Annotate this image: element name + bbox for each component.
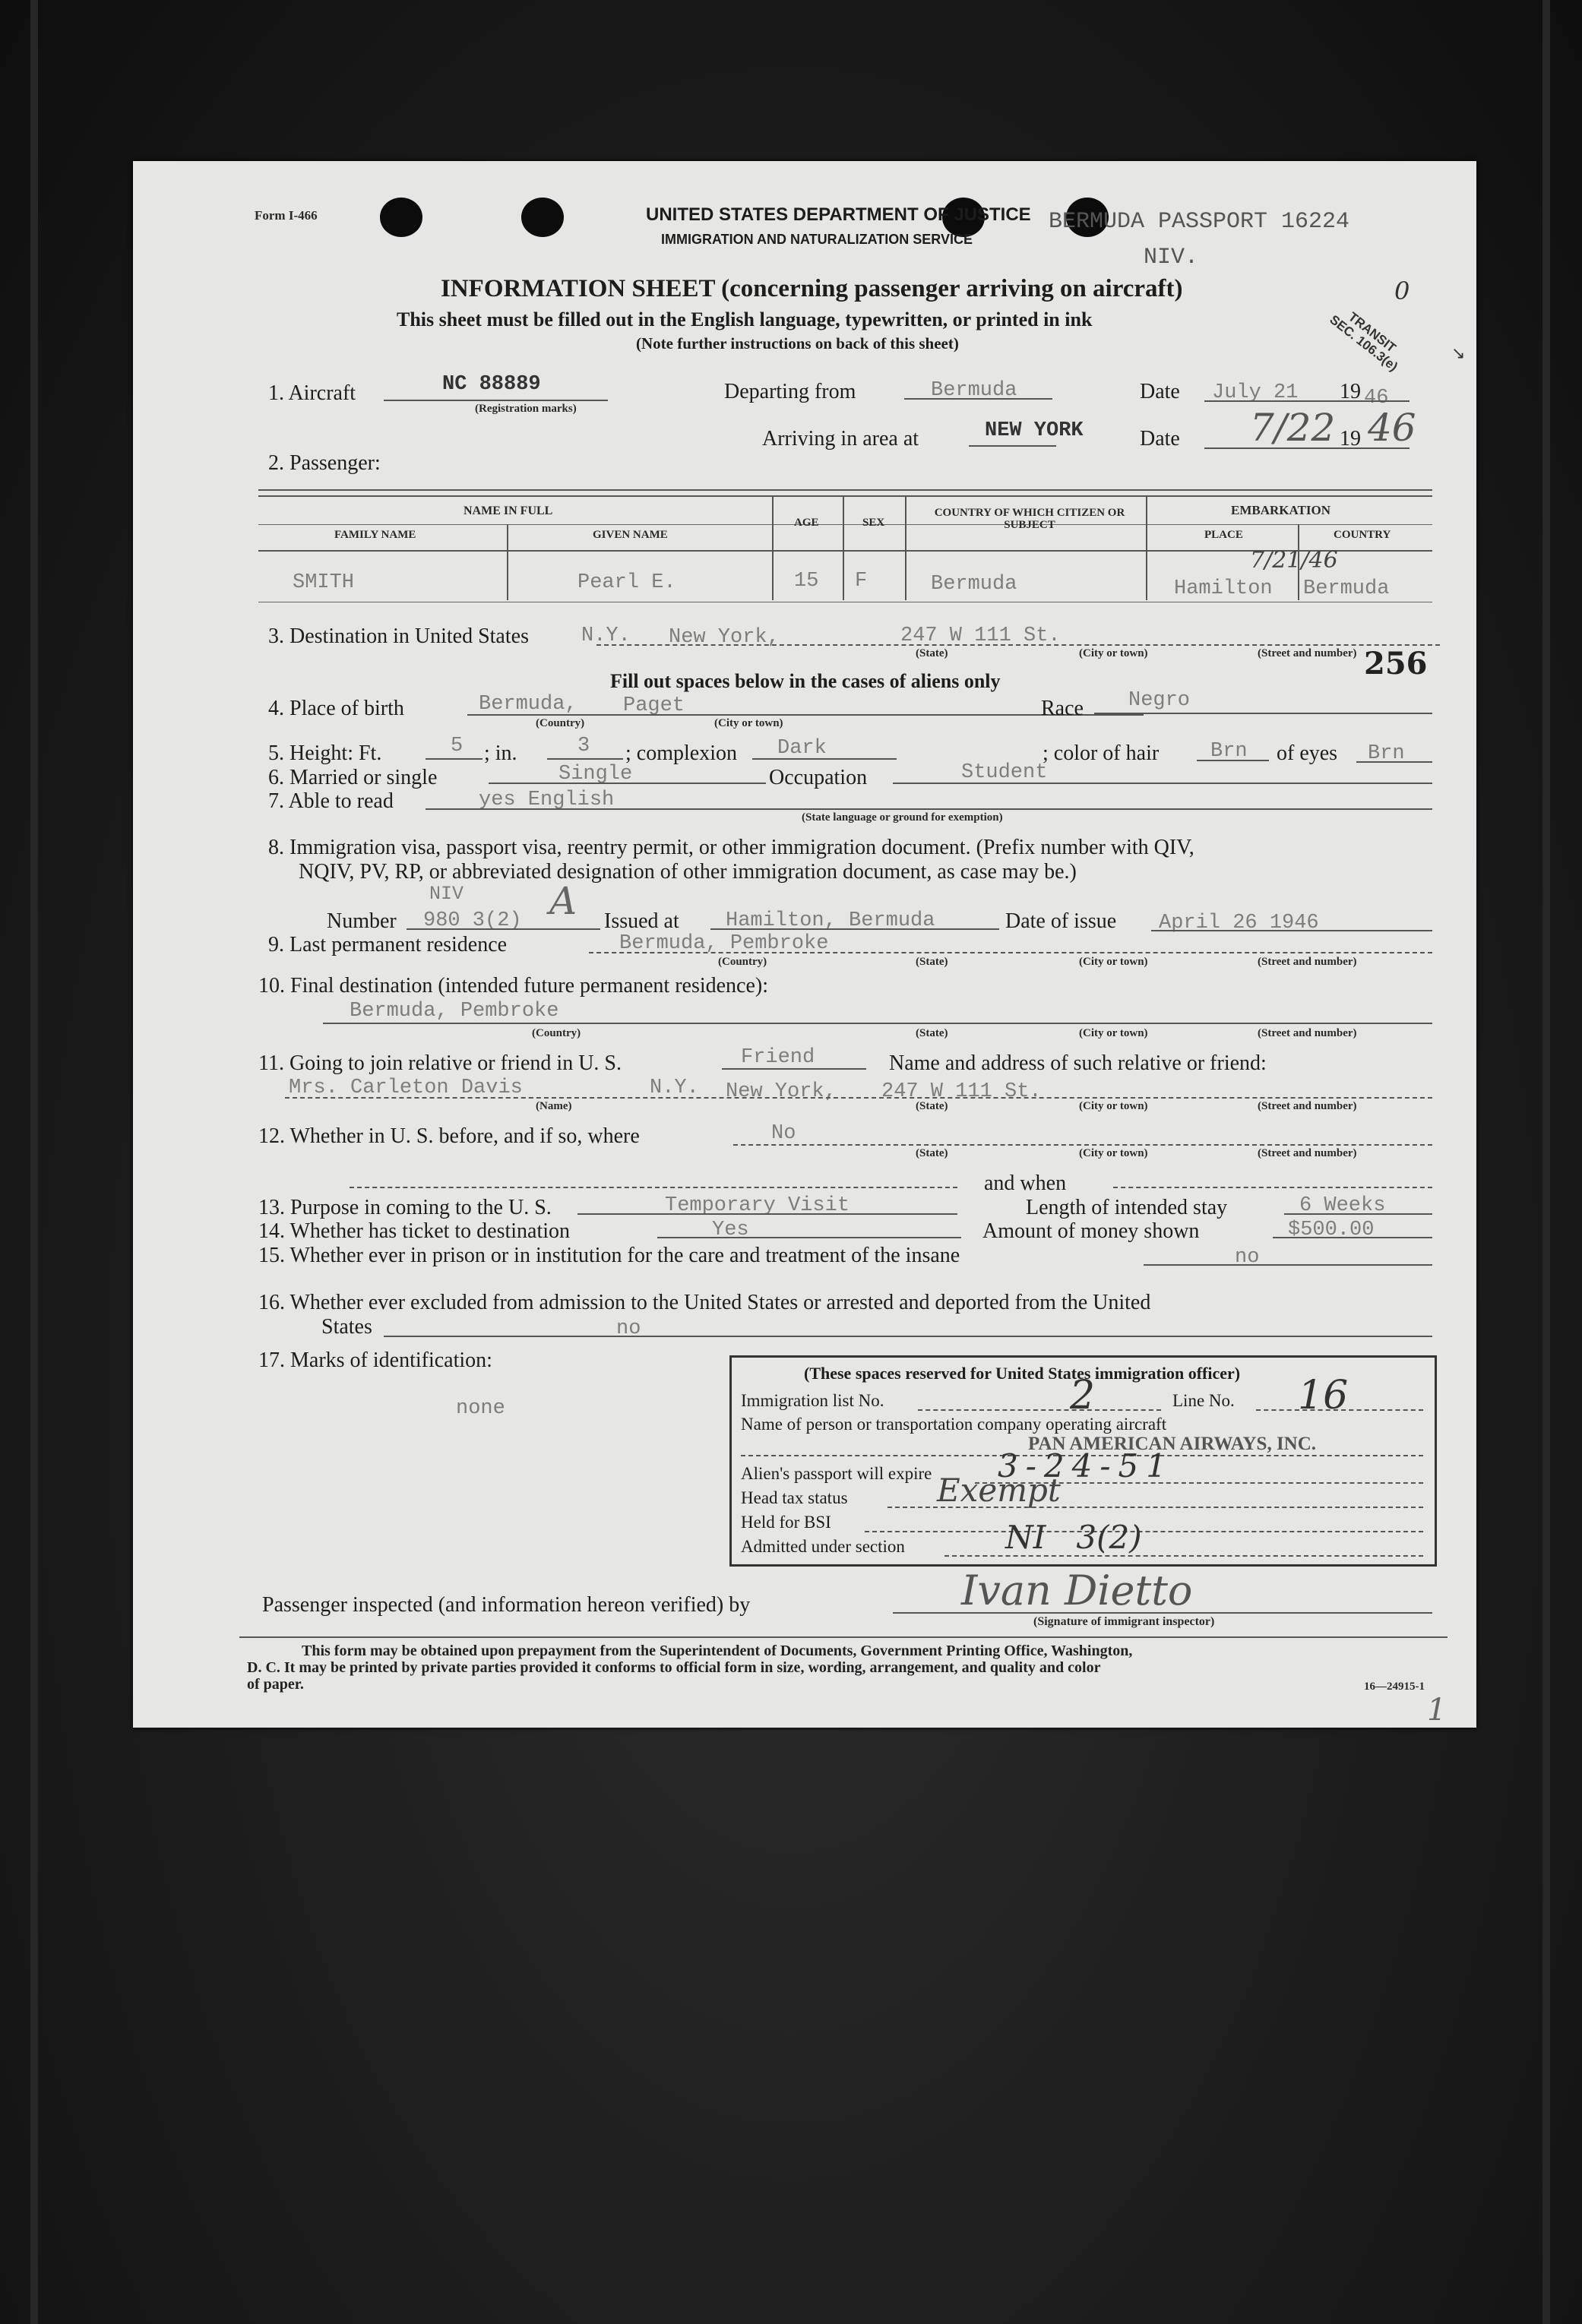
arriving-date-year: 46: [1368, 406, 1416, 450]
join-name-sublabel: (Name): [536, 1100, 572, 1112]
immigration-list-value: 2: [1070, 1373, 1096, 1418]
aircraft-label: 1. Aircraft: [268, 381, 356, 405]
join-label: 11. Going to join relative or friend in U. S.: [258, 1051, 622, 1075]
head-tax-label: Head tax status: [741, 1488, 848, 1507]
admitted-section-label: Admitted under section: [741, 1537, 905, 1556]
purpose-value: Temporary Visit: [665, 1194, 850, 1217]
destination-street: 247 W 111 St.: [900, 624, 1061, 647]
join-street-sublabel: (Street and number): [1258, 1100, 1357, 1112]
punch-hole: [521, 198, 564, 237]
handwritten-mark: 0: [1394, 277, 1410, 305]
visa-hand-mark: A: [549, 879, 577, 923]
passport-expire-value: 3-24-51: [998, 1447, 1174, 1485]
marks-label: 17. Marks of identification:: [258, 1349, 492, 1372]
destination-city-sublabel: (City or town): [1079, 647, 1148, 659]
last-residence-state-sublabel: (State): [916, 956, 948, 968]
visa-number-label: Number: [327, 909, 397, 933]
given-name-value: Pearl E.: [577, 571, 676, 594]
hair-label: ; color of hair: [1043, 741, 1160, 765]
height-in: 3: [577, 735, 590, 757]
join-city-sublabel: (City or town): [1079, 1100, 1148, 1112]
footer-line2: D. C. It may be printed by private parties provided it conforms to official form in size, wording, arrangement, and quality and color: [247, 1659, 1101, 1676]
last-residence-street-sublabel: (Street and number): [1258, 956, 1357, 968]
destination-city: New York,: [669, 626, 780, 649]
race-value: Negro: [1128, 689, 1191, 712]
form-number: Form I-466: [255, 208, 318, 223]
film-streak: [30, 0, 38, 2324]
final-destination-street-sublabel: (Street and number): [1258, 1027, 1357, 1039]
arriving-date-value: 7/22: [1250, 406, 1336, 450]
sex-value: F: [855, 570, 868, 593]
complexion-label: ; complexion: [625, 741, 737, 765]
arriving-date-label: Date: [1140, 427, 1180, 451]
last-residence-label: 9. Last permanent residence: [268, 933, 508, 956]
transit-stamp: TRANSIT SEC. 106.3(e): [1327, 309, 1401, 375]
citizenship-header: COUNTRY OF WHICH CITIZEN OR SUBJECT: [934, 507, 1125, 531]
before-street-sublabel: (Street and number): [1258, 1147, 1357, 1159]
bsi-label: Held for BSI: [741, 1513, 831, 1532]
final-destination-country-sublabel: (Country): [532, 1027, 581, 1039]
birth-label: 4. Place of birth: [268, 697, 404, 720]
form-title: INFORMATION SHEET (concerning passenger arriving on aircraft): [441, 275, 1183, 302]
aliens-heading: Fill out spaces below in the cases of aliens only: [610, 670, 1001, 692]
destination-state: N.Y.: [581, 624, 631, 647]
inspector-signature: Ivan Dietto: [961, 1567, 1193, 1614]
signature-sublabel: (Signature of immigrant inspector): [1033, 1615, 1215, 1628]
visa-line2: NQIV, PV, RP, or abbreviated designation of other immigration document, as case may be.): [299, 860, 1077, 884]
birth-country-sublabel: (Country): [536, 717, 585, 729]
visa-line1: 8. Immigration visa, passport visa, reentry permit, or other immigration document. (Prefix number with QIV,: [268, 836, 1194, 859]
line-number-label: Line No.: [1172, 1391, 1235, 1410]
embarkation-place-header: PLACE: [1204, 529, 1243, 541]
before-city-sublabel: (City or town): [1079, 1147, 1148, 1159]
footer-line3: of paper.: [247, 1676, 304, 1693]
read-value: yes English: [479, 789, 615, 811]
complexion-value: Dark: [777, 737, 827, 760]
destination-label: 3. Destination in United States: [268, 624, 529, 648]
sex-header: SEX: [862, 517, 885, 529]
eyes-value: Brn: [1368, 742, 1405, 765]
birth-city: Paget: [623, 694, 685, 717]
transport-value: PAN AMERICAN AIRWAYS, INC.: [1028, 1434, 1317, 1454]
date-of-issue-label: Date of issue: [1005, 909, 1117, 933]
excluded-value: no: [616, 1317, 641, 1340]
visa-number-value: 980 3(2): [423, 909, 522, 932]
final-destination-label: 10. Final destination (intended future permanent residence):: [258, 974, 769, 998]
destination-street-sublabel: (Street and number): [1258, 647, 1357, 659]
occupation-label: Occupation: [769, 766, 868, 789]
final-destination-value: Bermuda, Pembroke: [350, 1000, 559, 1023]
height-in-label: ; in.: [484, 741, 517, 765]
stay-value: 6 Weeks: [1299, 1194, 1386, 1217]
age-header: AGE: [794, 517, 819, 529]
issued-at-value: Hamilton, Bermuda: [726, 909, 935, 932]
form-note: (Note further instructions on back of this sheet): [636, 334, 959, 353]
stay-label: Length of intended stay: [1026, 1196, 1228, 1219]
handwritten-number: 256: [1364, 646, 1428, 681]
date-of-issue-value: April 26 1946: [1159, 912, 1319, 934]
arriving-label: Arriving in area at: [762, 427, 919, 451]
niv-stamp: NIV.: [1144, 245, 1199, 270]
birth-country: Bermuda,: [479, 693, 577, 716]
married-value: Single: [558, 763, 633, 786]
form-subtitle: This sheet must be filled out in the English language, typewritten, or printed in ink: [397, 308, 1093, 330]
destination-state-sublabel: (State): [916, 647, 948, 659]
excluded-label-line2: States: [321, 1315, 372, 1339]
read-sublabel: (State language or ground for exemption): [802, 811, 1003, 824]
punch-hole: [380, 198, 422, 237]
birth-city-sublabel: (City or town): [714, 717, 783, 729]
final-destination-city-sublabel: (City or town): [1079, 1027, 1148, 1039]
given-name-header: GIVEN NAME: [593, 529, 668, 541]
arrow-mark: ↘: [1451, 343, 1466, 362]
head-tax-value: Exempt: [937, 1472, 1061, 1509]
money-label: Amount of money shown: [982, 1219, 1200, 1243]
film-streak: [1542, 0, 1550, 2324]
family-name-value: SMITH: [293, 571, 355, 594]
join-value: Friend: [741, 1046, 815, 1069]
officer-box-heading: (These spaces reserved for United States immigration officer): [804, 1364, 1241, 1383]
ticket-label: 14. Whether has ticket to destination: [258, 1219, 571, 1243]
departing-date-year: 46: [1364, 387, 1389, 409]
line-number-value: 16: [1298, 1373, 1349, 1418]
aircraft-value: NC 88889: [442, 373, 541, 396]
age-value: 15: [794, 570, 819, 593]
inspection-label: Passenger inspected (and information hereon verified) by: [262, 1593, 751, 1617]
registration-sublabel: (Registration marks): [475, 403, 577, 415]
footer-line1: This form may be obtained upon prepayment from the Superintendent of Documents, Government Printing Office, Washington,: [302, 1643, 1133, 1659]
embarkation-country-header: COUNTRY: [1334, 529, 1391, 541]
race-label: Race: [1041, 697, 1084, 720]
ticket-value: Yes: [712, 1219, 749, 1241]
join-street-value: 247 W 111 St.: [881, 1080, 1042, 1103]
before-value: No: [771, 1122, 796, 1145]
join-state-value: N.Y.: [650, 1077, 699, 1099]
name-in-full-header: NAME IN FULL: [464, 504, 553, 517]
departing-date-prefix: 19: [1340, 380, 1361, 403]
read-label: 7. Able to read: [268, 789, 394, 813]
departing-date-value: July 21: [1212, 381, 1299, 404]
marks-value: none: [456, 1397, 505, 1420]
visa-niv: NIV: [429, 883, 464, 905]
before-state-sublabel: (State): [916, 1147, 948, 1159]
embarkation-country-value: Bermuda: [1303, 577, 1390, 600]
department-name: UNITED STATES DEPARTMENT OF JUSTICE: [646, 204, 1031, 225]
purpose-label: 13. Purpose in coming to the U. S.: [258, 1196, 552, 1219]
last-residence-value: Bermuda, Pembroke: [619, 932, 829, 955]
money-value: $500.00: [1288, 1219, 1375, 1241]
before-when-label: and when: [984, 1171, 1067, 1195]
last-residence-city-sublabel: (City or town): [1079, 956, 1148, 968]
family-name-header: FAMILY NAME: [334, 529, 416, 541]
arriving-value: NEW YORK: [985, 419, 1084, 442]
embarkation-header: EMBARKATION: [1231, 503, 1330, 517]
footer-code: 16—24915-1: [1364, 1681, 1425, 1693]
before-label: 12. Whether in U. S. before, and if so, where: [258, 1124, 640, 1148]
corner-mark: 1: [1427, 1693, 1447, 1728]
officer-box: [729, 1355, 1437, 1567]
excluded-label-line1: 16. Whether ever excluded from admission to the United States or arrested and deported from the United: [258, 1291, 1151, 1314]
embarkation-place-value: Hamilton: [1174, 577, 1273, 600]
height-label: 5. Height: Ft.: [268, 741, 382, 765]
married-label: 6. Married or single: [268, 766, 438, 789]
admitted-section-value: NI 3(2): [1005, 1519, 1142, 1556]
height-ft: 5: [451, 735, 464, 757]
join-name-label: Name and address of such relative or friend:: [889, 1051, 1267, 1075]
join-name-value: Mrs. Carleton Davis: [289, 1077, 523, 1099]
arriving-date-prefix: 19: [1340, 427, 1361, 451]
departing-value: Bermuda: [931, 379, 1017, 402]
final-destination-state-sublabel: (State): [916, 1027, 948, 1039]
embarkation-date-value: 7/21/46: [1250, 547, 1338, 574]
departing-label: Departing from: [724, 380, 856, 403]
immigration-list-label: Immigration list No.: [741, 1391, 884, 1410]
passport-expire-label: Alien's passport will expire: [741, 1464, 932, 1483]
eyes-label: of eyes: [1277, 741, 1338, 765]
prison-value: no: [1235, 1246, 1260, 1269]
service-name: IMMIGRATION AND NATURALIZATION SERVICE: [661, 232, 973, 247]
join-city-value: New York,: [726, 1080, 837, 1103]
join-state-sublabel: (State): [916, 1100, 948, 1112]
transport-label: Name of person or transportation company operating aircraft: [741, 1415, 1167, 1434]
information-sheet: [133, 161, 1476, 1728]
occupation-value: Student: [961, 761, 1048, 784]
hair-value: Brn: [1210, 740, 1248, 763]
departing-date-label: Date: [1140, 380, 1180, 403]
passport-stamp: BERMUDA PASSPORT 16224: [1049, 209, 1350, 235]
issued-at-label: Issued at: [604, 909, 679, 933]
prison-label: 15. Whether ever in prison or in institution for the care and treatment of the insane: [258, 1244, 960, 1267]
citizenship-value: Bermuda: [931, 573, 1017, 596]
passenger-label: 2. Passenger:: [268, 451, 381, 475]
last-residence-country-sublabel: (Country): [718, 956, 767, 968]
